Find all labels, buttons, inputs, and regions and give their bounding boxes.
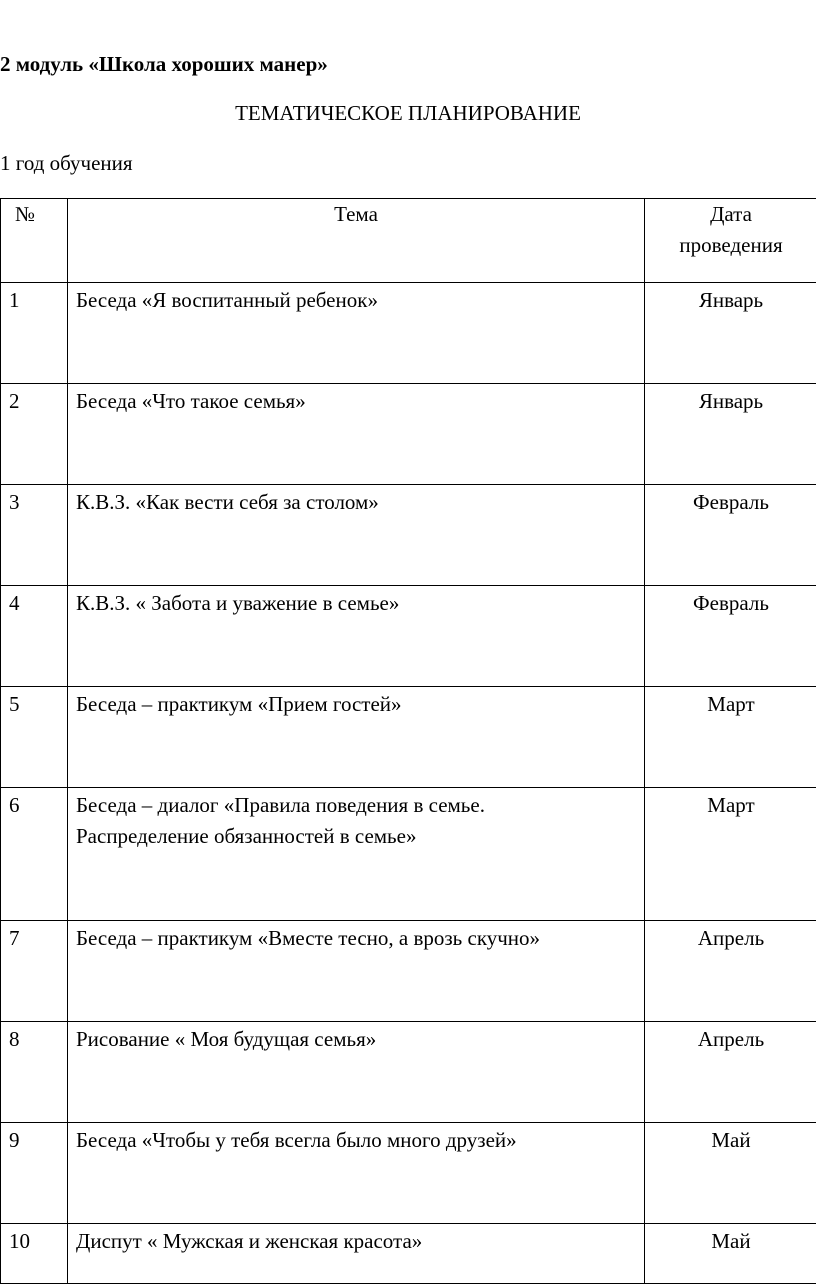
- row-topic: К.В.З. « Забота и уважение в семье»: [68, 586, 645, 687]
- row-topic: Диспут « Мужская и женская красота»: [68, 1224, 645, 1284]
- row-topic: Рисование « Моя будущая семья»: [68, 1022, 645, 1123]
- table-row: [1, 485, 816, 586]
- row-number: 1: [1, 283, 68, 384]
- row-date: Май: [645, 1123, 816, 1224]
- row-date: Январь: [645, 283, 816, 384]
- table-header-row: [1, 199, 816, 283]
- header-topic: Тема: [68, 199, 645, 283]
- row-number: 6: [1, 788, 68, 921]
- header-number: №: [1, 199, 68, 283]
- row-topic-line1: Беседа – диалог «Правила поведения в семье.: [76, 790, 640, 821]
- row-date: Март: [645, 788, 816, 921]
- page-title: ТЕМАТИЧЕСКОЕ ПЛАНИРОВАНИЕ: [0, 101, 816, 126]
- table-row: [1, 921, 816, 1022]
- row-date: Январь: [645, 384, 816, 485]
- row-date: Май: [645, 1224, 816, 1284]
- row-date: Февраль: [645, 586, 816, 687]
- row-date: Апрель: [645, 1022, 816, 1123]
- header-date-line2: проведения: [645, 230, 816, 261]
- table-row: [1, 1123, 816, 1224]
- table-row: [1, 788, 816, 921]
- table-row: [1, 283, 816, 384]
- header-date-line1: Дата: [645, 199, 816, 230]
- table-row: [1, 586, 816, 687]
- row-topic-line2: Распределение обязанностей в семье»: [76, 821, 640, 852]
- table-row: [1, 687, 816, 788]
- row-topic: К.В.З. «Как вести себя за столом»: [68, 485, 645, 586]
- year-label: 1 год обучения: [0, 151, 133, 176]
- row-date: Апрель: [645, 921, 816, 1022]
- row-topic: Беседа – практикум «Прием гостей»: [68, 687, 645, 788]
- row-topic: Беседа «Чтобы у тебя всегла было много друзей»: [68, 1123, 645, 1224]
- table-row: [1, 1022, 816, 1123]
- table-row: [1, 384, 816, 485]
- row-number: 9: [1, 1123, 68, 1224]
- row-topic: Беседа – практикум «Вместе тесно, а врозь скучно»: [68, 921, 645, 1022]
- row-number: 7: [1, 921, 68, 1022]
- thematic-plan-table: [0, 198, 816, 1284]
- row-topic: Беседа «Я воспитанный ребенок»: [68, 283, 645, 384]
- row-number: 4: [1, 586, 68, 687]
- row-number: 5: [1, 687, 68, 788]
- header-date: [645, 199, 816, 283]
- row-number: 10: [1, 1224, 68, 1284]
- row-number: 3: [1, 485, 68, 586]
- table-row: [1, 1224, 816, 1284]
- row-topic: [68, 788, 645, 921]
- row-date: Март: [645, 687, 816, 788]
- module-title: 2 модуль «Школа хороших манер»: [0, 52, 328, 77]
- row-date: Февраль: [645, 485, 816, 586]
- row-number: 2: [1, 384, 68, 485]
- row-topic: Беседа «Что такое семья»: [68, 384, 645, 485]
- row-number: 8: [1, 1022, 68, 1123]
